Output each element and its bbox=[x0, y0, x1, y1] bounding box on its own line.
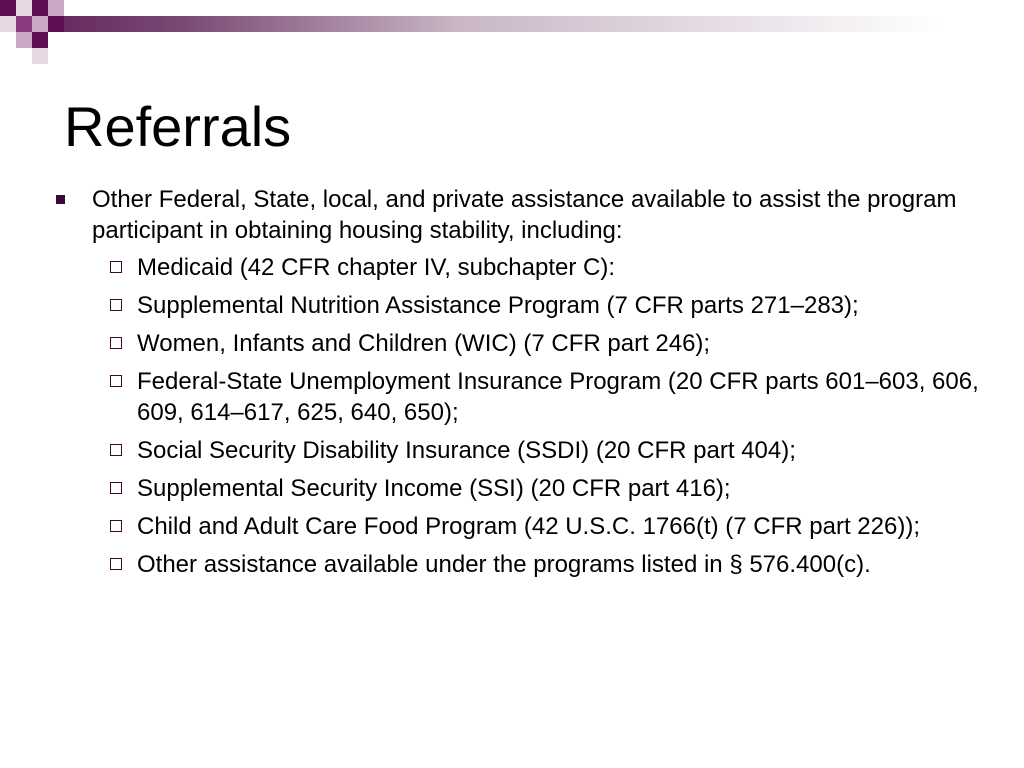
decor-square bbox=[48, 0, 64, 16]
hollow-square-bullet-icon bbox=[110, 375, 122, 387]
hollow-square-bullet-icon bbox=[110, 337, 122, 349]
sub-bullet-item bbox=[101, 549, 996, 580]
hollow-square-bullet-icon bbox=[110, 261, 122, 273]
bullet-item bbox=[56, 184, 996, 246]
slide-title: Referrals bbox=[64, 95, 292, 158]
decor-square bbox=[32, 32, 48, 48]
sub-bullet-item bbox=[101, 366, 996, 428]
hollow-square-bullet-icon bbox=[110, 444, 122, 456]
slide-body bbox=[56, 184, 996, 587]
hollow-square-bullet-icon bbox=[110, 482, 122, 494]
square-bullet-icon bbox=[56, 195, 65, 204]
decor-square bbox=[16, 16, 32, 32]
decor-square bbox=[16, 0, 32, 16]
sub-bullet-text: Supplemental Nutrition Assistance Program (7 CFR parts 271–283); bbox=[137, 292, 859, 319]
sub-bullet-text: Women, Infants and Children (WIC) (7 CFR part 246); bbox=[137, 330, 711, 357]
header-gradient-bar bbox=[0, 16, 1024, 32]
sub-bullet-text: Social Security Disability Insurance (SSDI) (20 CFR part 404); bbox=[137, 437, 796, 464]
decor-square bbox=[0, 0, 16, 16]
sub-bullet-text: Other assistance available under the programs listed in § 576.400(c). bbox=[137, 551, 871, 578]
sub-bullet-item bbox=[101, 511, 996, 542]
bullet-text: Other Federal, State, local, and private assistance available to assist the program participant in obtaining housing stability, including: bbox=[92, 186, 957, 244]
hollow-square-bullet-icon bbox=[110, 558, 122, 570]
decor-square bbox=[32, 48, 48, 64]
sub-bullet-list bbox=[56, 252, 996, 580]
sub-bullet-item bbox=[101, 252, 996, 283]
decor-square bbox=[48, 16, 64, 32]
sub-bullet-text: Supplemental Security Income (SSI) (20 CFR part 416); bbox=[137, 475, 731, 502]
decor-square bbox=[16, 32, 32, 48]
decor-square bbox=[32, 0, 48, 16]
sub-bullet-text: Medicaid (42 CFR chapter IV, subchapter C): bbox=[137, 254, 615, 281]
decor-square bbox=[32, 16, 48, 32]
hollow-square-bullet-icon bbox=[110, 520, 122, 532]
decor-square bbox=[0, 16, 16, 32]
sub-bullet-text: Federal-State Unemployment Insurance Program (20 CFR parts 601–603, 606, 609, 614–617, 625, 640, 650); bbox=[137, 368, 979, 426]
sub-bullet-text: Child and Adult Care Food Program (42 U.S.C. 1766(t) (7 CFR part 226)); bbox=[137, 513, 920, 540]
sub-bullet-item bbox=[101, 328, 996, 359]
hollow-square-bullet-icon bbox=[110, 299, 122, 311]
sub-bullet-item bbox=[101, 473, 996, 504]
sub-bullet-item bbox=[101, 435, 996, 466]
sub-bullet-item bbox=[101, 290, 996, 321]
